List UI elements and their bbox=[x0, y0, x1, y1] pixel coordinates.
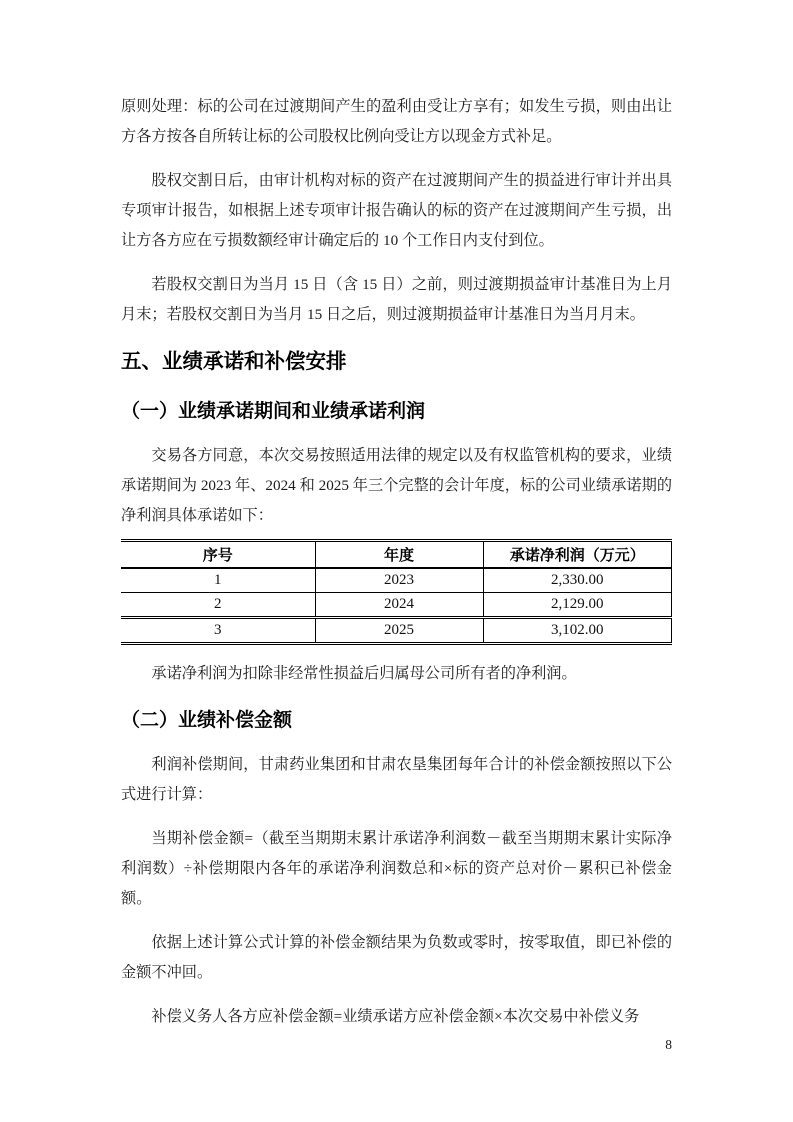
paragraph-profit-note: 承诺净利润为扣除非经常性损益后归属母公司所有者的净利润。 bbox=[151, 665, 577, 682]
page-number: 8 bbox=[665, 1037, 672, 1052]
table-row bbox=[121, 568, 672, 593]
table-cell-year: 2023 bbox=[315, 568, 483, 593]
table-cell-year: 2024 bbox=[315, 593, 483, 618]
paragraph-obligor-share: 补偿义务人各方应补偿金额=业绩承诺方应补偿金额×本次交易中补偿义务 bbox=[151, 1008, 640, 1025]
table-header-index: 序号 bbox=[121, 541, 315, 569]
paragraph-compensation-formula: 当期补偿金额=（截至当期期末累计承诺净利润数－截至当期期末累计实际净利润数）÷补偿期限内各年的承诺净利润数总和×标的资产总对价－累积已补偿金额。 bbox=[121, 830, 672, 907]
table-cell-profit: 2,129.00 bbox=[483, 593, 672, 618]
paragraph-agreement: 交易各方同意，本次交易按照适用法律的规定以及有权监管机构的要求，业绩承诺期间为 2023 年、2024 和 2025 年三个完整的会计年度，标的公司业绩承诺期的净利润具体承诺如下： bbox=[121, 447, 672, 524]
paragraph-carryover: 原则处理：标的公司在过渡期间产生的盈利由受让方享有；如发生亏损，则由出让方各方按各自所转让标的公司股权比例向受让方以现金方式补足。 bbox=[121, 98, 672, 145]
paragraph-audit: 股权交割日后，由审计机构对标的资产在过渡期间产生的损益进行审计并出具专项审计报告，如根据上述专项审计报告确认的标的资产在过渡期间产生亏损，出让方各方应在亏损数额经审计确定后的 10 个工作日内支付到位。 bbox=[121, 172, 672, 249]
table-cell-profit: 3,102.00 bbox=[483, 618, 672, 644]
subsection-heading-commitment-period: （一）业绩承诺期间和业绩承诺利润 bbox=[121, 401, 426, 422]
paragraph-benchmark-date: 若股权交割日为当月 15 日（含 15 日）之前，则过渡期损益审计基准日为上月月末；若股权交割日为当月 15 日之后，则过渡期损益审计基准日为当月月末。 bbox=[121, 276, 672, 323]
committed-net-profit-table bbox=[121, 539, 672, 645]
paragraph-zero-rule: 依据上述计算公式计算的补偿金额结果为负数或零时，按零取值，即已补偿的金额不冲回。 bbox=[121, 934, 672, 981]
table-cell-index: 3 bbox=[214, 622, 222, 638]
table-header-profit: 承诺净利润（万元） bbox=[483, 541, 672, 569]
table-cell-index: 1 bbox=[121, 568, 315, 593]
table-cell-index: 2 bbox=[121, 593, 315, 618]
table-row bbox=[121, 618, 672, 644]
table-header-year: 年度 bbox=[315, 541, 483, 569]
section-heading-performance-commitment: 五、业绩承诺和补偿安排 bbox=[121, 350, 347, 373]
paragraph-compensation-period: 利润补偿期间，甘肃药业集团和甘肃农垦集团每年合计的补偿金额按照以下公式进行计算： bbox=[121, 756, 672, 803]
table-cell-profit: 2,330.00 bbox=[483, 568, 672, 593]
subsection-heading-compensation-amount: （二）业绩补偿金额 bbox=[121, 710, 293, 731]
table-row bbox=[121, 593, 672, 618]
table-header-row bbox=[121, 541, 672, 569]
table-cell-year: 2025 bbox=[315, 618, 483, 644]
